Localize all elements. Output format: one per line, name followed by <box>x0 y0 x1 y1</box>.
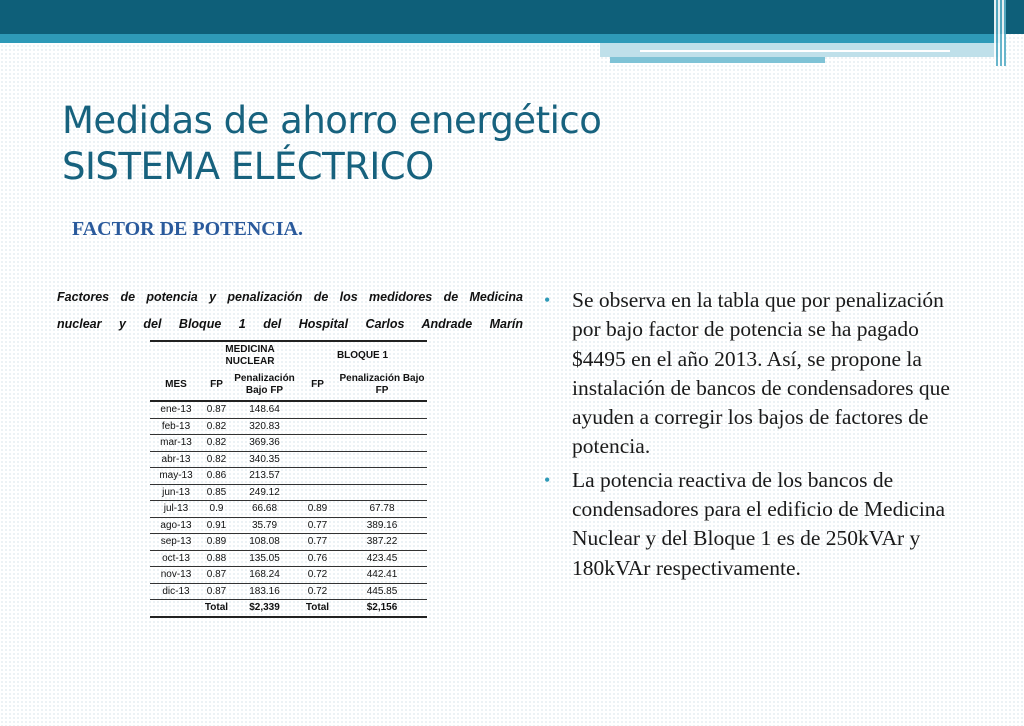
bullet-item <box>544 286 976 462</box>
table-cell: sep-13 <box>150 534 202 551</box>
header-stripes <box>994 0 1006 66</box>
table-cell: 0.87 <box>202 583 231 600</box>
table-cell <box>337 418 427 435</box>
table-cell: jul-13 <box>150 501 202 518</box>
power-factor-table <box>150 340 427 618</box>
table-cell <box>337 468 427 485</box>
table-cell: 445.85 <box>337 583 427 600</box>
table-cell: 0.72 <box>298 567 337 584</box>
table-cell <box>298 484 337 501</box>
table-cell: 148.64 <box>231 401 298 418</box>
bullet-icon: • <box>544 469 551 490</box>
table-cell: 0.77 <box>298 517 337 534</box>
table-row <box>150 567 427 584</box>
table-cell: 320.83 <box>231 418 298 435</box>
table-cell: 0.91 <box>202 517 231 534</box>
table-cell: 35.79 <box>231 517 298 534</box>
bullet-item <box>544 466 976 583</box>
table-cell: 67.78 <box>337 501 427 518</box>
header-bar-divider <box>640 50 950 52</box>
table-row <box>150 418 427 435</box>
table-cell: 183.16 <box>231 583 298 600</box>
table-caption <box>57 284 523 338</box>
table-caption-line1: Factores de potencia y penalización de los medidores de Medicina <box>57 290 523 304</box>
table-cell: 0.82 <box>202 451 231 468</box>
table-column-header: Penalización Bajo FP <box>337 370 427 401</box>
table-row <box>150 583 427 600</box>
table-cell: nov-13 <box>150 567 202 584</box>
table-cell <box>298 401 337 418</box>
bullet-text: Se observa en la tabla que por penalización por bajo factor de potencia se ha pagado $4495 en el año 2013. Así, se propone la instalación de bancos de condensadores que ayuden a corregir los bajos de factores de potencia. <box>572 288 950 459</box>
table-group-header-row <box>150 341 427 370</box>
table-cell: 0.89 <box>202 534 231 551</box>
table-cell: feb-13 <box>150 418 202 435</box>
table-cell: oct-13 <box>150 550 202 567</box>
table-cell <box>337 435 427 452</box>
table-cell <box>298 418 337 435</box>
slide-title <box>62 98 601 190</box>
table-group-header-empty <box>150 341 202 370</box>
table-cell: 387.22 <box>337 534 427 551</box>
table-cell <box>337 451 427 468</box>
table-cell <box>298 435 337 452</box>
table-row <box>150 484 427 501</box>
table-cell: 0.9 <box>202 501 231 518</box>
table-group-header: BLOQUE 1 <box>298 341 427 370</box>
table-cell: may-13 <box>150 468 202 485</box>
bullet-text: La potencia reactiva de los bancos de condensadores para el edificio de Medicina Nuclear y del Bloque 1 es de 250kVAr y 180kVAr respectivamente. <box>572 467 946 580</box>
slide-subtitle: FACTOR DE POTENCIA. <box>72 218 303 240</box>
table-column-header: Penalización Bajo FP <box>231 370 298 401</box>
table-cell: $2,156 <box>337 600 427 617</box>
table-cell: ago-13 <box>150 517 202 534</box>
table-cell: 442.41 <box>337 567 427 584</box>
table-cell <box>337 401 427 418</box>
table-row <box>150 534 427 551</box>
table-header-row <box>150 370 427 401</box>
table-cell: Total <box>298 600 337 617</box>
table-row <box>150 451 427 468</box>
table-cell: ene-13 <box>150 401 202 418</box>
table-cell: jun-13 <box>150 484 202 501</box>
table-cell: 0.76 <box>298 550 337 567</box>
table-caption-line2: nuclear y del Bloque 1 del Hospital Carlos Andrade Marín <box>57 317 523 331</box>
table-cell <box>150 600 202 617</box>
table-cell: 389.16 <box>337 517 427 534</box>
table-cell: 135.05 <box>231 550 298 567</box>
header-bar-accent <box>0 34 1000 43</box>
table-cell: dic-13 <box>150 583 202 600</box>
table-total-row <box>150 600 427 617</box>
table-cell <box>298 451 337 468</box>
table-cell: 108.08 <box>231 534 298 551</box>
table-cell: abr-13 <box>150 451 202 468</box>
table-cell: 0.72 <box>298 583 337 600</box>
table-cell: 168.24 <box>231 567 298 584</box>
table-cell: Total <box>202 600 231 617</box>
table-row <box>150 501 427 518</box>
table-cell <box>337 484 427 501</box>
table-cell <box>298 468 337 485</box>
table-group-header: MEDICINA NUCLEAR <box>202 341 298 370</box>
table-cell: 0.86 <box>202 468 231 485</box>
table-row <box>150 401 427 418</box>
bullet-list <box>544 286 976 587</box>
table-cell: 340.35 <box>231 451 298 468</box>
table-column-header: FP <box>202 370 231 401</box>
table-cell: 0.82 <box>202 435 231 452</box>
bullet-icon: • <box>544 290 551 310</box>
table-row <box>150 517 427 534</box>
table-cell: 369.36 <box>231 435 298 452</box>
table-row <box>150 550 427 567</box>
table-cell: 249.12 <box>231 484 298 501</box>
table-cell: 423.45 <box>337 550 427 567</box>
slide-title-line2: SISTEMA ELÉCTRICO <box>62 145 434 188</box>
table-cell: 0.82 <box>202 418 231 435</box>
table-cell: 213.57 <box>231 468 298 485</box>
header-bar-light-lower <box>610 57 825 63</box>
table-row <box>150 468 427 485</box>
table-cell: 0.77 <box>298 534 337 551</box>
table-row <box>150 435 427 452</box>
slide-title-line1: Medidas de ahorro energético <box>62 99 602 142</box>
table-cell: 0.88 <box>202 550 231 567</box>
table-cell: 0.87 <box>202 401 231 418</box>
table-cell: 0.87 <box>202 567 231 584</box>
table-cell: 66.68 <box>231 501 298 518</box>
header-bar-dark <box>0 0 1024 34</box>
table-cell: $2,339 <box>231 600 298 617</box>
table-cell: 0.85 <box>202 484 231 501</box>
table-cell: 0.89 <box>298 501 337 518</box>
table-column-header: FP <box>298 370 337 401</box>
table-column-header: MES <box>150 370 202 401</box>
table-cell: mar-13 <box>150 435 202 452</box>
